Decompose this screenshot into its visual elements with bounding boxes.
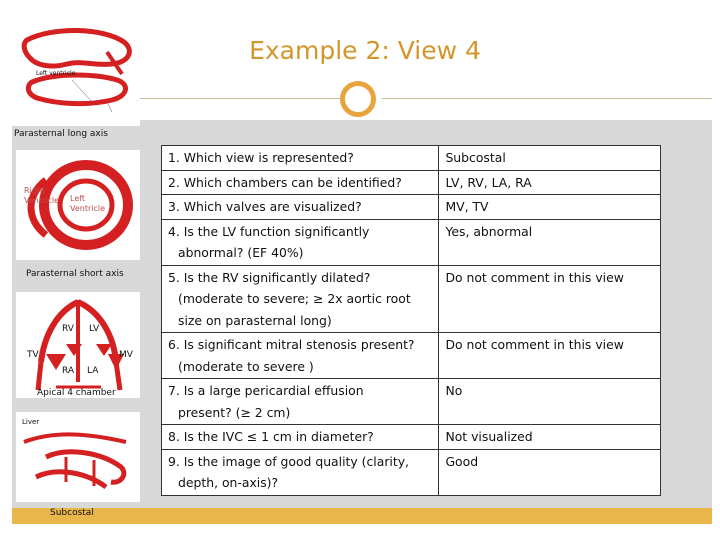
question-text: 6. Is significant mitral stenosis present? bbox=[168, 337, 415, 352]
slide-title: Example 2: View 4 bbox=[249, 36, 481, 65]
parasternal-long-axis-image bbox=[12, 22, 140, 126]
question-cell bbox=[162, 146, 439, 171]
question-text: 2. Which chambers can be identified? bbox=[168, 174, 402, 190]
qa-table bbox=[161, 145, 661, 496]
la-label: LA bbox=[87, 366, 99, 376]
table-row bbox=[162, 265, 661, 333]
question-text: 1. Which view is represented? bbox=[168, 150, 354, 165]
answer-cell: Do not comment in this view bbox=[439, 265, 661, 333]
ra-label: RA bbox=[62, 366, 75, 376]
question-cell bbox=[162, 195, 439, 220]
question-cell bbox=[162, 379, 439, 425]
table-row bbox=[162, 379, 661, 425]
table-row bbox=[162, 195, 661, 220]
table-row bbox=[162, 449, 661, 495]
tv-label: TV bbox=[27, 350, 39, 360]
subcostal-caption: Subcostal bbox=[50, 508, 94, 518]
answer-cell: LV, RV, LA, RA bbox=[439, 170, 661, 195]
question-text: abnormal? (EF 40%) bbox=[178, 245, 304, 260]
answer-cell: Subcostal bbox=[439, 146, 661, 171]
answer-cell: Yes, abnormal bbox=[439, 219, 661, 265]
answer-cell: MV, TV bbox=[439, 195, 661, 220]
question-cell bbox=[162, 333, 439, 379]
footer-accent-bar bbox=[12, 508, 712, 524]
question-cell bbox=[162, 170, 439, 195]
question-text: 3. Which valves are visualized? bbox=[168, 199, 362, 214]
parasternal-long-axis-caption: Parasternal long axis bbox=[14, 129, 108, 139]
lv-label: LV bbox=[89, 324, 100, 334]
left-ventricle-label: Left Ventricle bbox=[70, 194, 106, 213]
title-divider-right bbox=[382, 98, 712, 99]
answer-cell: Do not comment in this view bbox=[439, 333, 661, 379]
table-row bbox=[162, 170, 661, 195]
question-text: (moderate to severe; ≥ 2x aortic root bbox=[178, 291, 411, 306]
table-row bbox=[162, 333, 661, 379]
apical-4-chamber-image bbox=[16, 292, 140, 398]
title-divider-left bbox=[140, 98, 340, 99]
question-text: depth, on-axis)? bbox=[178, 475, 279, 490]
table-row bbox=[162, 219, 661, 265]
parasternal-long-left-ventricle-label: Left ventricle bbox=[36, 70, 76, 77]
table-row bbox=[162, 425, 661, 450]
question-text: present? (≥ 2 cm) bbox=[178, 404, 291, 420]
answer-cell: No bbox=[439, 379, 661, 425]
rv-label: RV bbox=[62, 324, 74, 334]
question-text: 9. Is the image of good quality (clarity, bbox=[168, 453, 410, 469]
table-row bbox=[162, 146, 661, 171]
question-cell bbox=[162, 425, 439, 450]
parasternal-short-axis-caption: Parasternal short axis bbox=[26, 269, 124, 279]
mv-label: MV bbox=[119, 350, 133, 360]
right-ventricle-label: Right Ventricle bbox=[24, 186, 60, 205]
apical-4-chamber-caption: Apical 4 chamber bbox=[37, 388, 116, 398]
answer-cell: Not visualized bbox=[439, 425, 661, 450]
question-cell bbox=[162, 449, 439, 495]
question-text: size on parasternal long) bbox=[178, 312, 332, 328]
liver-label: Liver bbox=[22, 418, 40, 426]
question-cell bbox=[162, 265, 439, 333]
answer-cell: Good bbox=[439, 449, 661, 495]
question-cell bbox=[162, 219, 439, 265]
question-text: 7. Is a large pericardial effusion bbox=[168, 383, 364, 398]
question-text: 5. Is the RV significantly dilated? bbox=[168, 269, 371, 285]
title-circle-ornament bbox=[340, 81, 376, 117]
question-text: (moderate to severe ) bbox=[178, 358, 314, 374]
question-text: 8. Is the IVC ≤ 1 cm in diameter? bbox=[168, 429, 374, 444]
question-text: 4. Is the LV function significantly bbox=[168, 223, 370, 239]
